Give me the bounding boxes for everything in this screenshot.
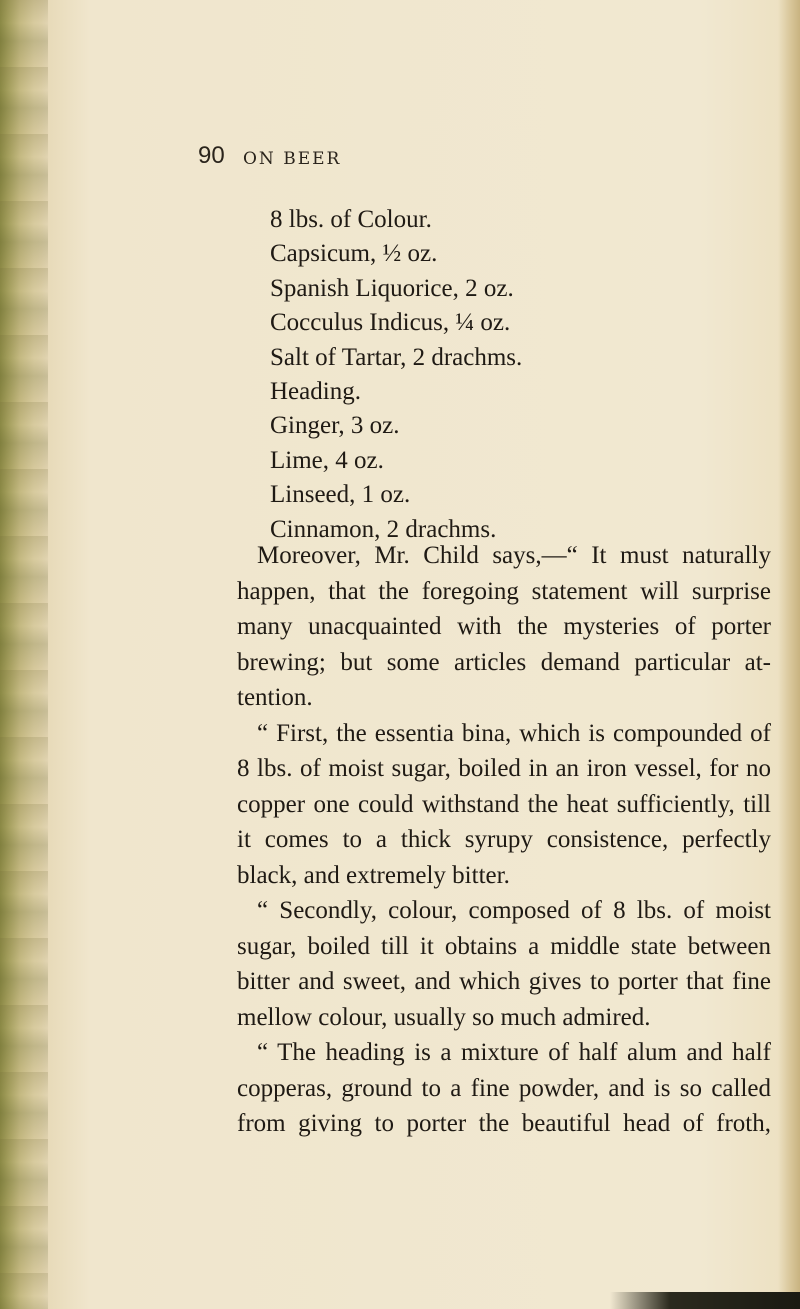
ingredient-line: Ginger, 3 oz. bbox=[270, 412, 400, 440]
text-line: black, and extremely bitter. bbox=[237, 861, 510, 889]
ingredient-list bbox=[270, 203, 522, 547]
text-line: tention. bbox=[237, 684, 313, 711]
text-line: happen, that the foregoing statement will surprise bbox=[237, 577, 771, 605]
ingredient-line: Heading. bbox=[270, 377, 361, 405]
text-line: “ Secondly, colour, composed of 8 lbs. of moist bbox=[257, 897, 771, 924]
text-line: sugar, boiled till it obtains a middle state between bbox=[237, 932, 771, 960]
text-line: from giving to porter the beautiful head of froth, bbox=[237, 1110, 771, 1137]
text-line: it comes to a thick syrupy consistence, perfectly bbox=[237, 826, 771, 853]
text-line: “ The heading is a mixture of half alum and half bbox=[257, 1039, 771, 1066]
page-number: 90 bbox=[198, 142, 225, 169]
page-binding-edge bbox=[0, 0, 48, 1309]
paragraph-child-quote bbox=[237, 538, 771, 716]
paragraph-heading bbox=[237, 1035, 771, 1142]
text-line: brewing; but some articles demand particular at- bbox=[237, 648, 771, 676]
ingredient-line: 8 lbs. of Colour. bbox=[270, 206, 432, 233]
ingredient-line: Salt of Tartar, 2 drachms. bbox=[270, 343, 523, 371]
ink-smear bbox=[610, 1292, 800, 1309]
paragraph-colour bbox=[237, 893, 771, 1035]
text-line: 8 lbs. of moist sugar, boiled in an iron vessel, for no bbox=[237, 755, 771, 782]
text-line: many unacquainted with the mysteries of porter bbox=[237, 613, 771, 640]
page-right-edge bbox=[778, 0, 800, 1309]
ingredient-line: Lime, 4 oz. bbox=[270, 446, 384, 474]
ingredient-line: Cinnamon, 2 drachms. bbox=[270, 515, 497, 543]
body-text bbox=[237, 538, 771, 1142]
ingredient-line: Linseed, 1 oz. bbox=[270, 481, 411, 509]
text-line: Moreover, Mr. Child says,—“ It must naturally bbox=[257, 542, 771, 569]
text-line: “ First, the essentia bina, which is compounded of bbox=[257, 719, 771, 747]
ingredient-line: Cocculus Indicus, ¼ oz. bbox=[270, 309, 511, 337]
ingredient-line: Capsicum, ½ oz. bbox=[270, 240, 438, 268]
paragraph-essentia-bina bbox=[237, 716, 771, 894]
ingredient-line: Spanish Liquorice, 2 oz. bbox=[270, 274, 514, 302]
text-line: copper one could withstand the heat sufficiently, till bbox=[237, 790, 771, 818]
text-line: copperas, ground to a fine powder, and is so called bbox=[237, 1074, 771, 1102]
text-line: bitter and sweet, and which gives to porter that fine bbox=[237, 968, 771, 995]
text-line: mellow colour, usually so much admired. bbox=[237, 1003, 651, 1031]
running-head: ON BEER bbox=[243, 149, 342, 169]
